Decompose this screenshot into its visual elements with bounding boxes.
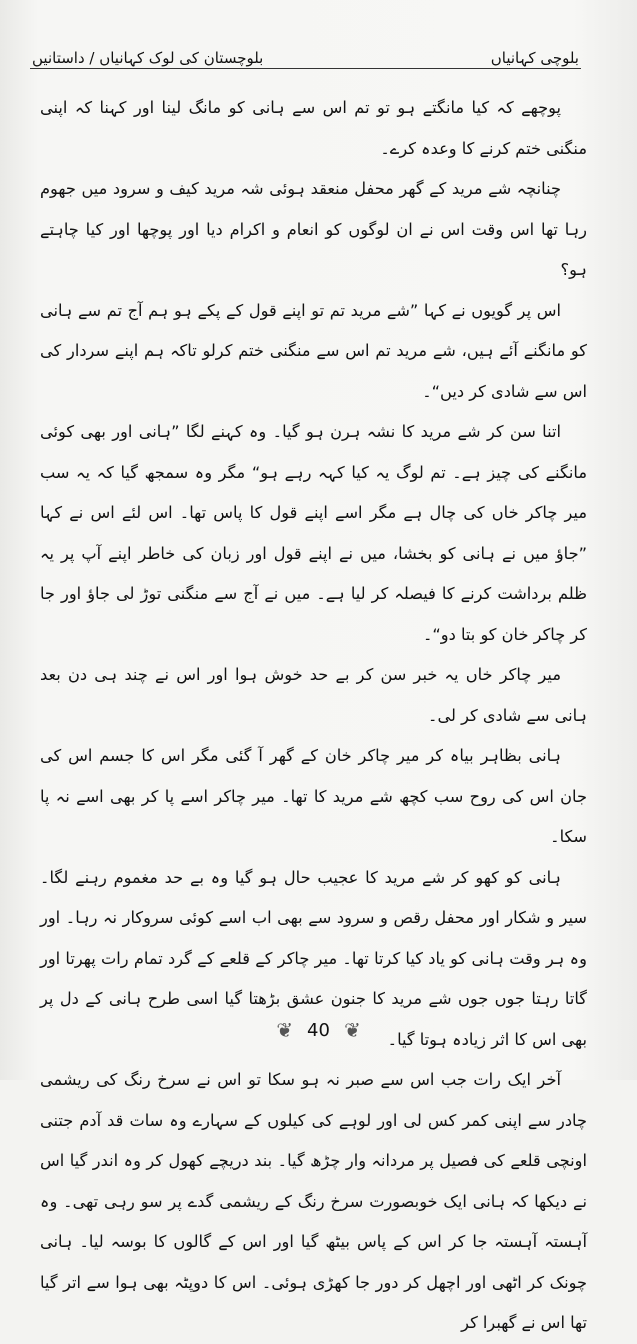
book-title: بلوچستان کی لوک کہانیاں / داستانیں	[32, 49, 264, 67]
page-number: 40	[307, 1019, 330, 1041]
paragraph: پوچھے کہ کیا مانگتے ہو تو تم اس سے ہانی کو مانگ لینا اور کہنا کہ اپنی منگنی ختم کرنے کا وعدہ کرے۔	[40, 98, 587, 158]
paragraph: میر چاکر خاں یہ خبر سن کر بے حد خوش ہوا اور اس نے چند ہی دن بعد ہانی سے شادی کر لی۔	[40, 665, 587, 725]
paragraph: ہانی بظاہر بیاہ کر میر چاکر خان کے گھر آ گئی مگر اس کا جسم اس کی جان اس کی روح سب کچھ شے مرید کا تھا۔ میر چاکر اسے پا کر بھی اسے نہ پا سکا۔	[40, 746, 587, 846]
ornament-right-icon: ❦	[343, 1018, 361, 1042]
header-rule	[30, 68, 581, 69]
ornament-left-icon: ❦	[276, 1018, 294, 1042]
page-footer	[0, 1018, 637, 1042]
paragraph: ہانی کو کھو کر شے مرید کا عجیب حال ہو گیا وہ بے حد مغموم رہنے لگا۔ سیر و شکار اور محفل رقص و سرود سے بھی اب اسے کوئی سروکار نہ رہا۔ اور وہ ہر وقت ہانی کو یاد کیا کرتا تھا۔ میر چاکر کے قلعے کے گرد تمام رات پھرتا اور گاتا رہتا جوں جوں شے مرید کا جنون عشق بڑھتا گیا اسی طرح ہانی کے دل پر بھی اس کا اثر زیادہ ہوتا گیا۔	[40, 867, 587, 1049]
running-header	[32, 38, 579, 68]
paragraph: چنانچہ شے مرید کے گھر محفل منعقد ہوئی شہ مرید کیف و سرود میں جھوم رہا تھا اس وقت اس نے ان لوگوں کو انعام و اکرام دیا اور پوچھا اور کیا چاہتے ہو؟	[40, 179, 587, 279]
paragraph: آخر ایک رات جب اس سے صبر نہ ہو سکا تو اس نے سرخ رنگ کی ریشمی چادر سے اپنی کمر کس لی اور لوہے کی کیلوں کے سہارے وہ سات قد آدم جتنی اونچی قلعے کی فصیل پر مردانہ وار چڑھ گیا۔ بند دریچے کھول کر وہ اندر گیا اس نے دیکھا کہ ہانی ایک خوبصورت سرخ رنگ کے ریشمی گدے پر سو رہی تھی۔ وہ آہستہ آہستہ جا کر اس کے پاس بیٹھ گیا اور اس کے گالوں کا بوسہ لیا۔ ہانی چونک کر اٹھی اور اچھل کر دور جا کھڑی ہوئی۔ اس کا دوپٹہ بھی ہوا سے اتر گیا تھا اس نے گھبرا کر	[40, 1070, 587, 1332]
paragraph: اس پر گویوں نے کہا ”شے مرید تم تو اپنے قول کے پکے ہو ہم آج تم سے ہانی کو مانگنے آئے ہیں، شے مرید تم اس سے منگنی ختم کرلو تاکہ ہم اپنے سردار کی اس سے شادی کر دیں“۔	[40, 300, 587, 401]
paragraph: اتنا سن کر شے مرید کا نشہ ہرن ہو گیا۔ وہ کہنے لگا ”ہانی اور بھی کوئی مانگنے کی چیز ہے۔ تم لوگ یہ کیا کہہ رہے ہو“ مگر وہ سمجھ گیا کہ یہ سب میر چاکر خاں کی چال ہے مگر اسے اپنے قول کا پاس تھا۔ اس لئے اس نے کہا ”جاؤ میں نے ہانی کو بخشا، میں نے اپنے قول اور زبان کی خاطر اپنے آپ پر یہ ظلم برداشت کرنے کا فیصلہ کر لیا ہے۔ میں نے آج سے منگنی توڑ لی جاؤ اور جا کر چاکر خان کو بتا دو“۔	[40, 422, 587, 644]
chapter-title: بلوچی کہانیاں	[490, 49, 579, 67]
page-body	[40, 88, 587, 1344]
